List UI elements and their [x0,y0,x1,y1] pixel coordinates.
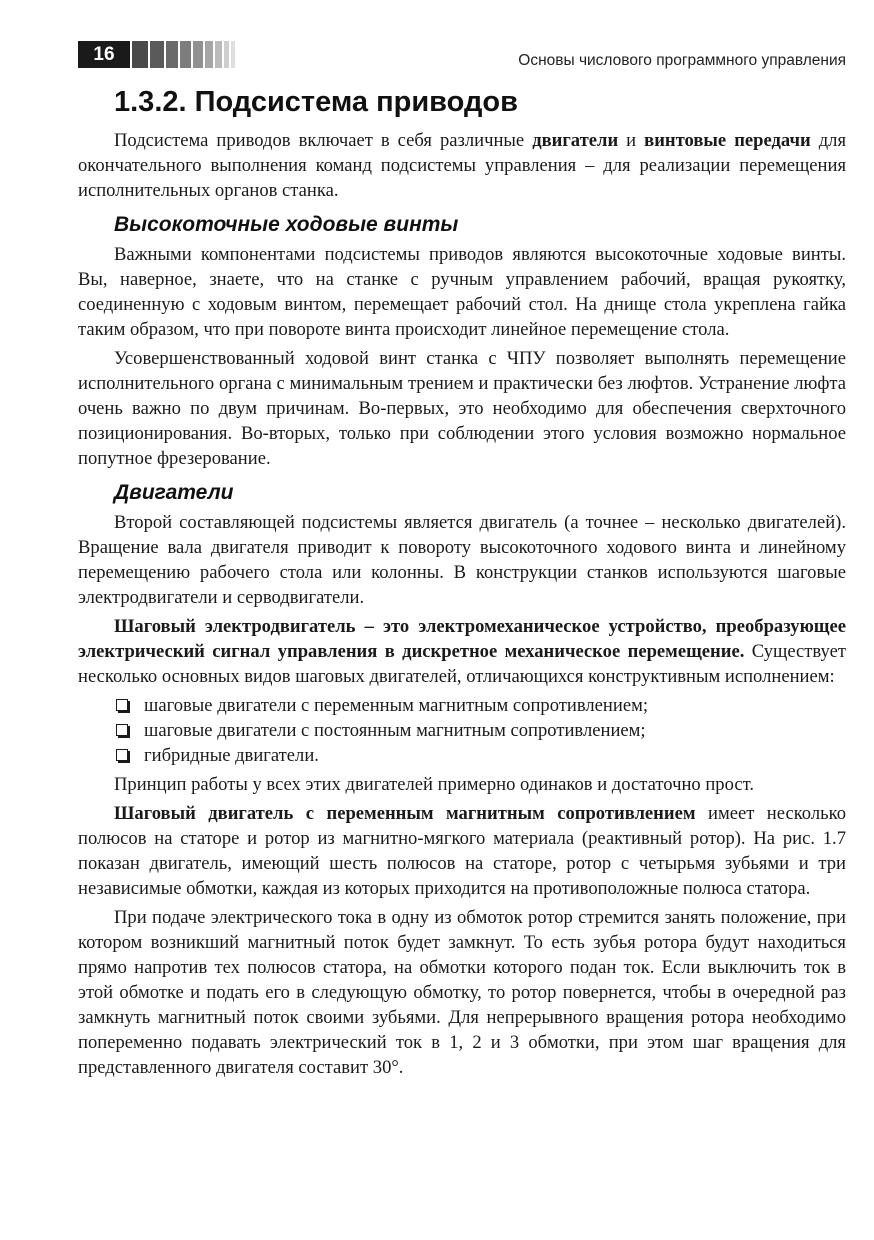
list-item [78,718,846,743]
list-item [78,693,846,718]
page-header [78,40,846,70]
header-bar [180,41,191,68]
intro-bold-screws: винтовые передачи [644,130,811,151]
list-item-text: гибридные двигатели. [144,745,319,766]
intro-text-2: и [618,130,645,151]
header-bar [224,41,229,68]
header-bar [215,41,222,68]
list-item-text: шаговые двигатели с переменным магнитным сопротивлением; [144,695,649,716]
intro-text-1: Подсистема приводов включает в себя различные [114,130,533,151]
motors-paragraph-3: Принцип работы у всех этих двигателей примерно одинаков и достаточно прост. [114,774,754,795]
checkbox-bullet-icon [116,749,128,761]
heading-motors: Двигатели [114,481,234,504]
variable-reluctance-term: Шаговый двигатель с переменным магнитным сопротивлением [114,803,696,824]
motors-paragraph-1: Второй составляющей подсистемы является двигатель (а точнее – несколько двигателей). Вращение вала двигателя приводит к повороту высокоточного ходового винта и линейному перемещению рабочего стола или колонны. В конструкции станков используются шаговые электродвигатели и серводвигатели. [78,512,846,608]
section-title: 1.3.2. Подсистема приводов [114,86,518,118]
header-bar [150,41,164,68]
motors-paragraph-5: При подаче электрического тока в одну из обмоток ротор стремится занять положение, при котором возникший магнитный поток будет замкнут. То есть зубья ротора будут находиться прямо напротив тех полюсов статора, на обмотки которого подан ток. Если выключить ток в этой обмотке и подать его в следующую обмотку, то ротор повернется, чтобы в очередной раз замкнуть магнитный поток своими зубьями. Для непрерывного вращения ротора необходимо попеременно подавать электрический ток в 1, 2 и 3 обмотки, при этом шаг вращения для представленного двигателя составит 30°. [78,907,846,1078]
variable-reluctance-text: имеет несколько полюсов на статоре и ротор из магнитно-мягкого материала (реактивный ротор). На рис. 1.7 показан двигатель, имеющий шесть полюсов на статоре, ротор с четырьмя зубьями и три независимые обмотки, каждая из которых приходится на противоположные полюса статора. [78,803,847,899]
list-item [78,743,846,768]
page-content [78,84,846,1084]
header-bar [166,41,178,68]
list-item-text: шаговые двигатели с постоянным магнитным сопротивлением; [144,720,646,741]
header-gradient-bars [132,41,237,68]
intro-bold-motors: двигатели [532,130,619,151]
header-bar [132,41,148,68]
header-bar [205,41,213,68]
screws-paragraph-2: Усовершенствованный ходовой винт станка с ЧПУ позволяет выполнять перемещение исполнительного органа с минимальным трением и практически без люфтов. Устранение люфта очень важно по двум причинам. Во-первых, это необходимо для обеспечения сверхточного позиционирования. Во-вторых, только при соблюдении этого условия возможно нормальное попутное фрезерование. [78,348,846,469]
header-bar [193,41,203,68]
stepper-definition: Шаговый электродвигатель – это электромеханическое устройство, преобразующее электрический сигнал управления в дискретное механическое перемещение. [78,616,846,662]
motors-paragraph-4 [78,801,846,901]
checkbox-bullet-icon [116,699,128,711]
running-title: Основы числового программного управления [518,52,846,69]
heading-screws: Высокоточные ходовые винты [114,213,459,236]
header-bar [231,41,235,68]
motor-types-list [78,693,846,768]
stepper-types-intro: Существует несколько основных видов шаговых двигателей, отличающихся конструктивным исполнением: [78,641,846,687]
motors-paragraph-2 [78,614,846,689]
checkbox-bullet-icon [116,724,128,736]
intro-paragraph [78,128,846,203]
intro-text-3: для окончательного выполнения команд подсистемы управления – для реализации перемещения исполнительных органов станка. [78,130,847,201]
page-number: 16 [78,41,130,68]
screws-paragraph-1: Важными компонентами подсистемы приводов являются высокоточные ходовые винты. Вы, наверное, знаете, что на станке с ручным управлением рабочий, вращая рукоятку, соединенную с ходовым винтом, перемещает рабочий стол. На днище стола укреплена гайка таким образом, что при повороте винта происходит линейное перемещение стола. [78,244,846,340]
